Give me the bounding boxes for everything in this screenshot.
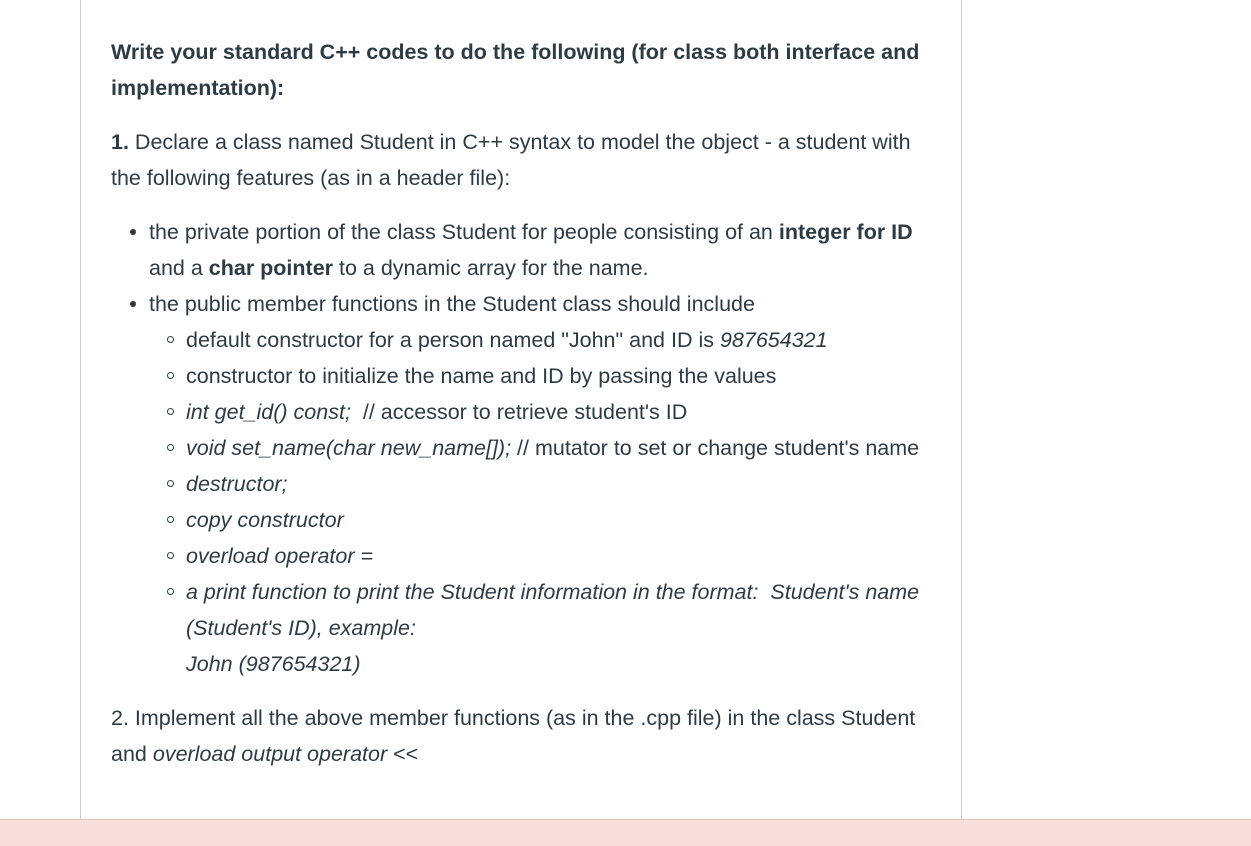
item-1-number: 1.	[111, 130, 129, 154]
default-ctor-id: 987654321	[719, 328, 828, 352]
member-function-list	[149, 322, 941, 682]
bullet-private-post: to a dynamic array for the name.	[333, 256, 649, 280]
question-content	[111, 34, 941, 772]
item-1	[111, 124, 941, 196]
print-example: John (987654321)	[186, 652, 361, 676]
item-2	[111, 700, 941, 772]
sub-get-id	[186, 394, 941, 430]
footer-band	[0, 819, 1251, 846]
overload-assign-text: overload operator =	[186, 544, 374, 568]
get-id-comment: // accessor to retrieve student's ID	[350, 400, 688, 424]
get-id-code: int get_id() const;	[186, 400, 351, 424]
feature-list	[111, 214, 941, 682]
bullet-public-functions	[149, 286, 941, 682]
item-2-text: 2. Implement all the above member functions (as in the .cpp file) in the class Student and	[111, 706, 916, 766]
default-ctor-text: default constructor for a person named "John" and ID is	[186, 328, 720, 352]
print-function-text: a print function to print the Student information in the format: Student's name (Student's ID), example:	[186, 580, 926, 640]
destructor-text: destructor;	[186, 472, 288, 496]
sub-set-name	[186, 430, 941, 466]
sub-print-function	[186, 574, 941, 682]
item-1-text: Declare a class named Student in C++ syntax to model the object - a student with the following features (as in a header file):	[111, 130, 911, 190]
item-2-italic: overload output operator	[152, 742, 388, 766]
sub-destructor	[186, 466, 941, 502]
item-2-post: <<	[387, 742, 419, 766]
copy-ctor-text: copy constructor	[186, 508, 344, 532]
question-heading: Write your standard C++ codes to do the following (for class both interface and implementation):	[111, 40, 920, 100]
sub-constructor: constructor to initialize the name and ID by passing the values	[186, 358, 941, 394]
set-name-comment: // mutator to set or change student's name	[511, 436, 920, 460]
question-panel	[80, 0, 962, 819]
bullet-private-char-pointer: char pointer	[208, 256, 334, 280]
bullet-private-portion	[149, 214, 941, 286]
bullet-private-pre: the private portion of the class Student for people consisting of an	[149, 220, 779, 244]
sub-copy-constructor	[186, 502, 941, 538]
bullet-private-mid: and a	[149, 256, 209, 280]
sub-default-constructor	[186, 322, 941, 358]
bullet-public-intro: the public member functions in the Student class should include	[149, 292, 755, 316]
sub-overload-assign	[186, 538, 941, 574]
bullet-private-integer: integer for ID	[778, 220, 913, 244]
set-name-code: void set_name(char new_name[]);	[186, 436, 512, 460]
